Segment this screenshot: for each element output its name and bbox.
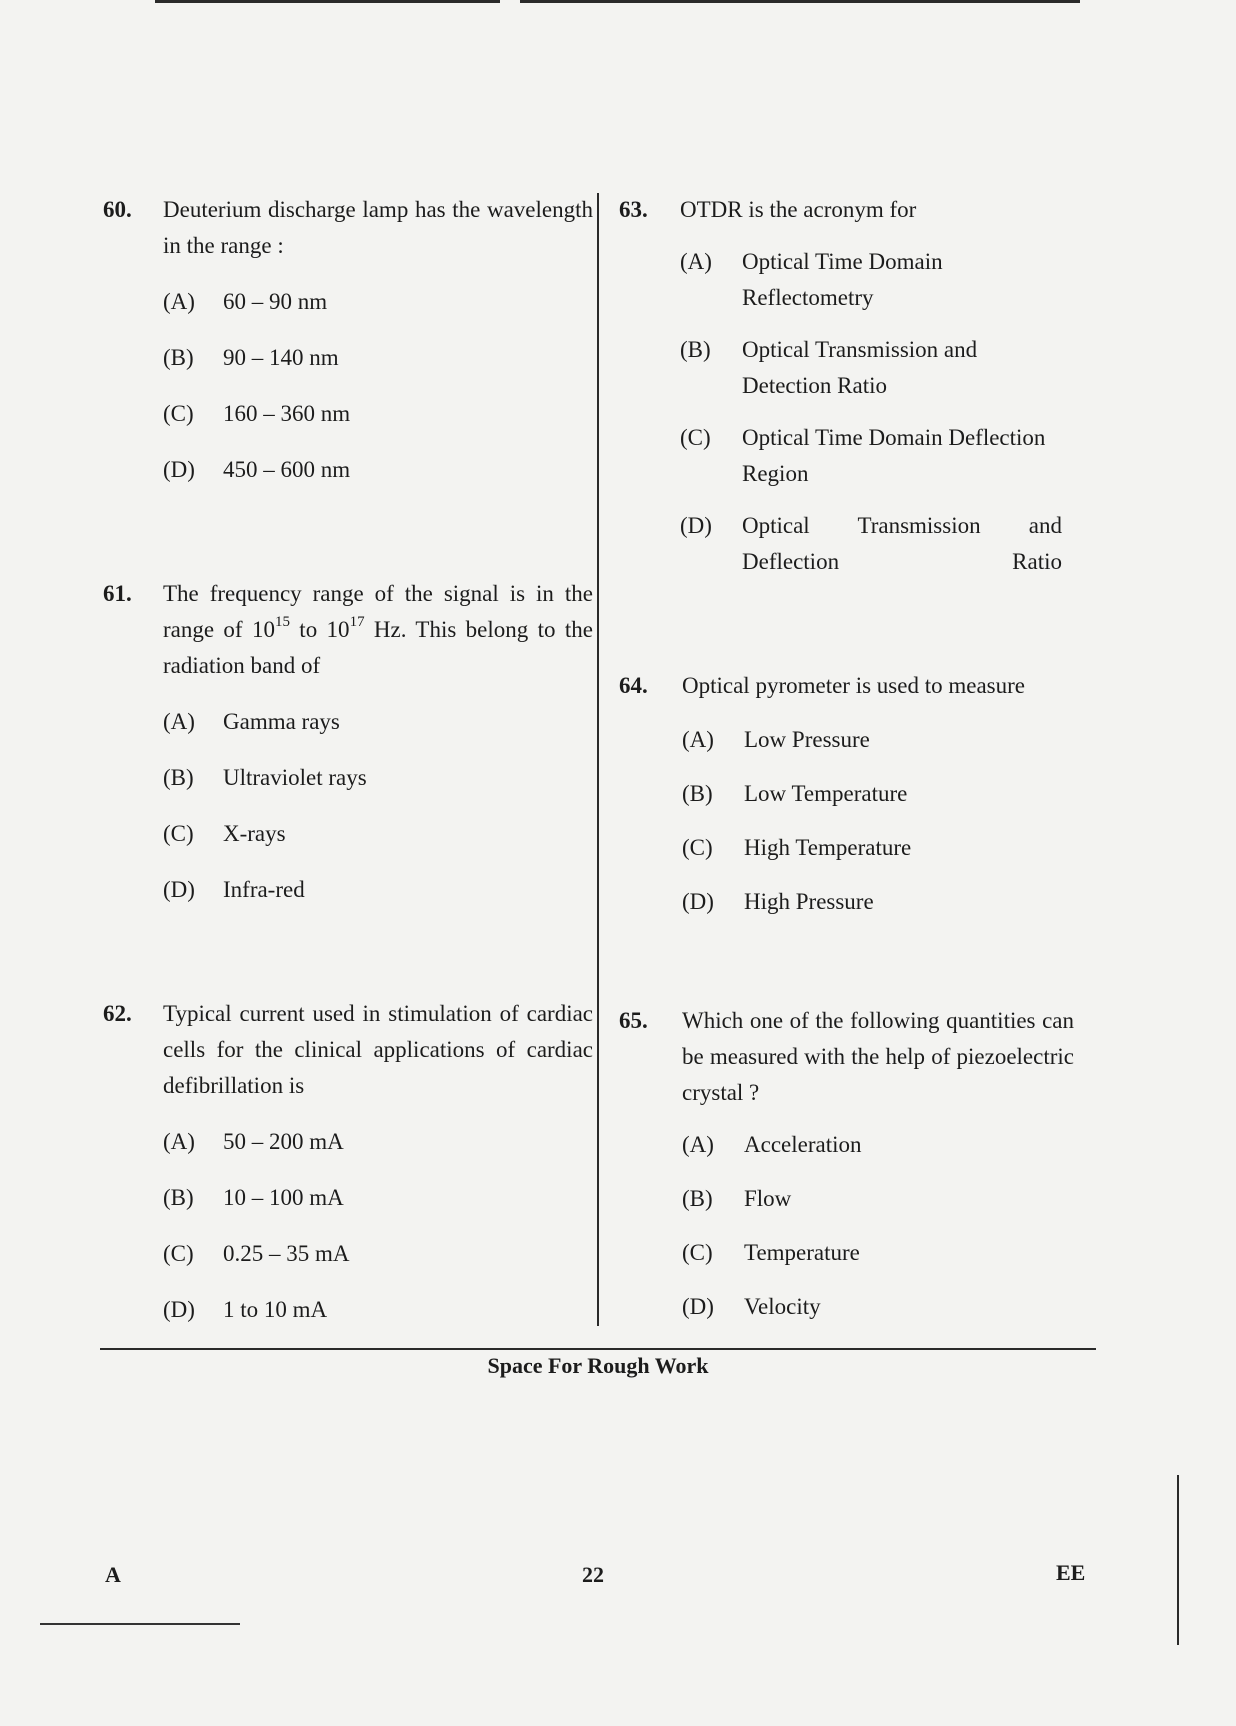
question-63 (619, 192, 1070, 580)
question-number: 62. (103, 1001, 132, 1026)
option-a[interactable]: (A) 60 – 90 nm (163, 289, 328, 314)
scan-artifact-line (40, 1623, 240, 1625)
option-b[interactable]: (B) 10 – 100 mA (163, 1185, 344, 1210)
question-60 (103, 192, 593, 488)
series-label: A (105, 1562, 121, 1587)
option-a[interactable]: (A) 50 – 200 mA (163, 1129, 344, 1154)
option-c[interactable]: (C) Temperature (682, 1240, 860, 1265)
option-b[interactable]: (B) Low Temperature (682, 781, 908, 806)
option-b[interactable]: (B) Flow (682, 1186, 792, 1211)
question-64 (619, 668, 1072, 920)
question-stem: Deuterium discharge lamp has the wavelength in the range : (163, 197, 593, 258)
rough-work-label: Space For Rough Work (487, 1353, 709, 1378)
option-a[interactable]: (A) Gamma rays (163, 709, 340, 734)
question-number: 60. (103, 197, 132, 222)
question-number: 61. (103, 581, 132, 606)
option-d[interactable]: (D) Infra-red (163, 877, 305, 902)
question-number: 65. (619, 1008, 648, 1033)
question-stem: Optical pyrometer is used to measure (682, 673, 1025, 698)
option-c[interactable]: (C) Optical Time Domain Deflection Region (680, 425, 1046, 486)
question-stem: Typical current used in stimulation of cardiac cells for the clinical applications of cardiac defibrillation is (163, 1001, 593, 1098)
question-stem: OTDR is the acronym for (680, 197, 917, 222)
option-b[interactable]: (B) 90 – 140 nm (163, 345, 339, 370)
question-stem: Which one of the following quantities can be measured with the help of piezoelectric crystal ? (682, 1008, 1074, 1105)
option-b[interactable]: (B) Optical Transmission and Detection Ratio (680, 337, 978, 398)
option-c[interactable]: (C) 0.25 – 35 mA (163, 1241, 350, 1266)
option-d[interactable]: (D) Velocity (682, 1294, 821, 1319)
option-c[interactable]: (C) 160 – 360 nm (163, 401, 351, 426)
footer-rule (100, 1348, 1096, 1350)
option-d[interactable]: (D) High Pressure (682, 889, 874, 914)
option-d[interactable]: (D) 450 – 600 nm (163, 457, 351, 482)
subject-code: EE (1056, 1560, 1086, 1585)
top-rule-left (155, 0, 500, 3)
option-c[interactable]: (C) High Temperature (682, 835, 912, 860)
option-d[interactable]: (D) Optical Transmission and Deflection Ratio (680, 513, 1062, 574)
question-number: 63. (619, 197, 648, 222)
question-stem: The frequency range of the signal is in the range of $10^{15}$ to $10^{17}$ Hz. This belong to the radiation band of (163, 581, 593, 678)
option-d[interactable]: (D) 1 to 10 mA (163, 1297, 328, 1322)
option-b[interactable]: (B) Ultraviolet rays (163, 765, 367, 790)
option-a[interactable]: (A) Optical Time Domain Reflectometry (680, 249, 943, 310)
question-62 (103, 996, 593, 1328)
question-number: 64. (619, 673, 648, 698)
question-65 (619, 1003, 1074, 1325)
option-a[interactable]: (A) Low Pressure (682, 727, 870, 752)
scan-artifact-edge (1177, 1475, 1179, 1645)
option-a[interactable]: (A) Acceleration (682, 1132, 862, 1157)
column-divider (597, 193, 599, 1326)
top-rule-right (520, 0, 1080, 3)
option-c[interactable]: (C) X-rays (163, 821, 286, 846)
question-61 (103, 576, 593, 908)
page-number: 22 (582, 1562, 604, 1587)
